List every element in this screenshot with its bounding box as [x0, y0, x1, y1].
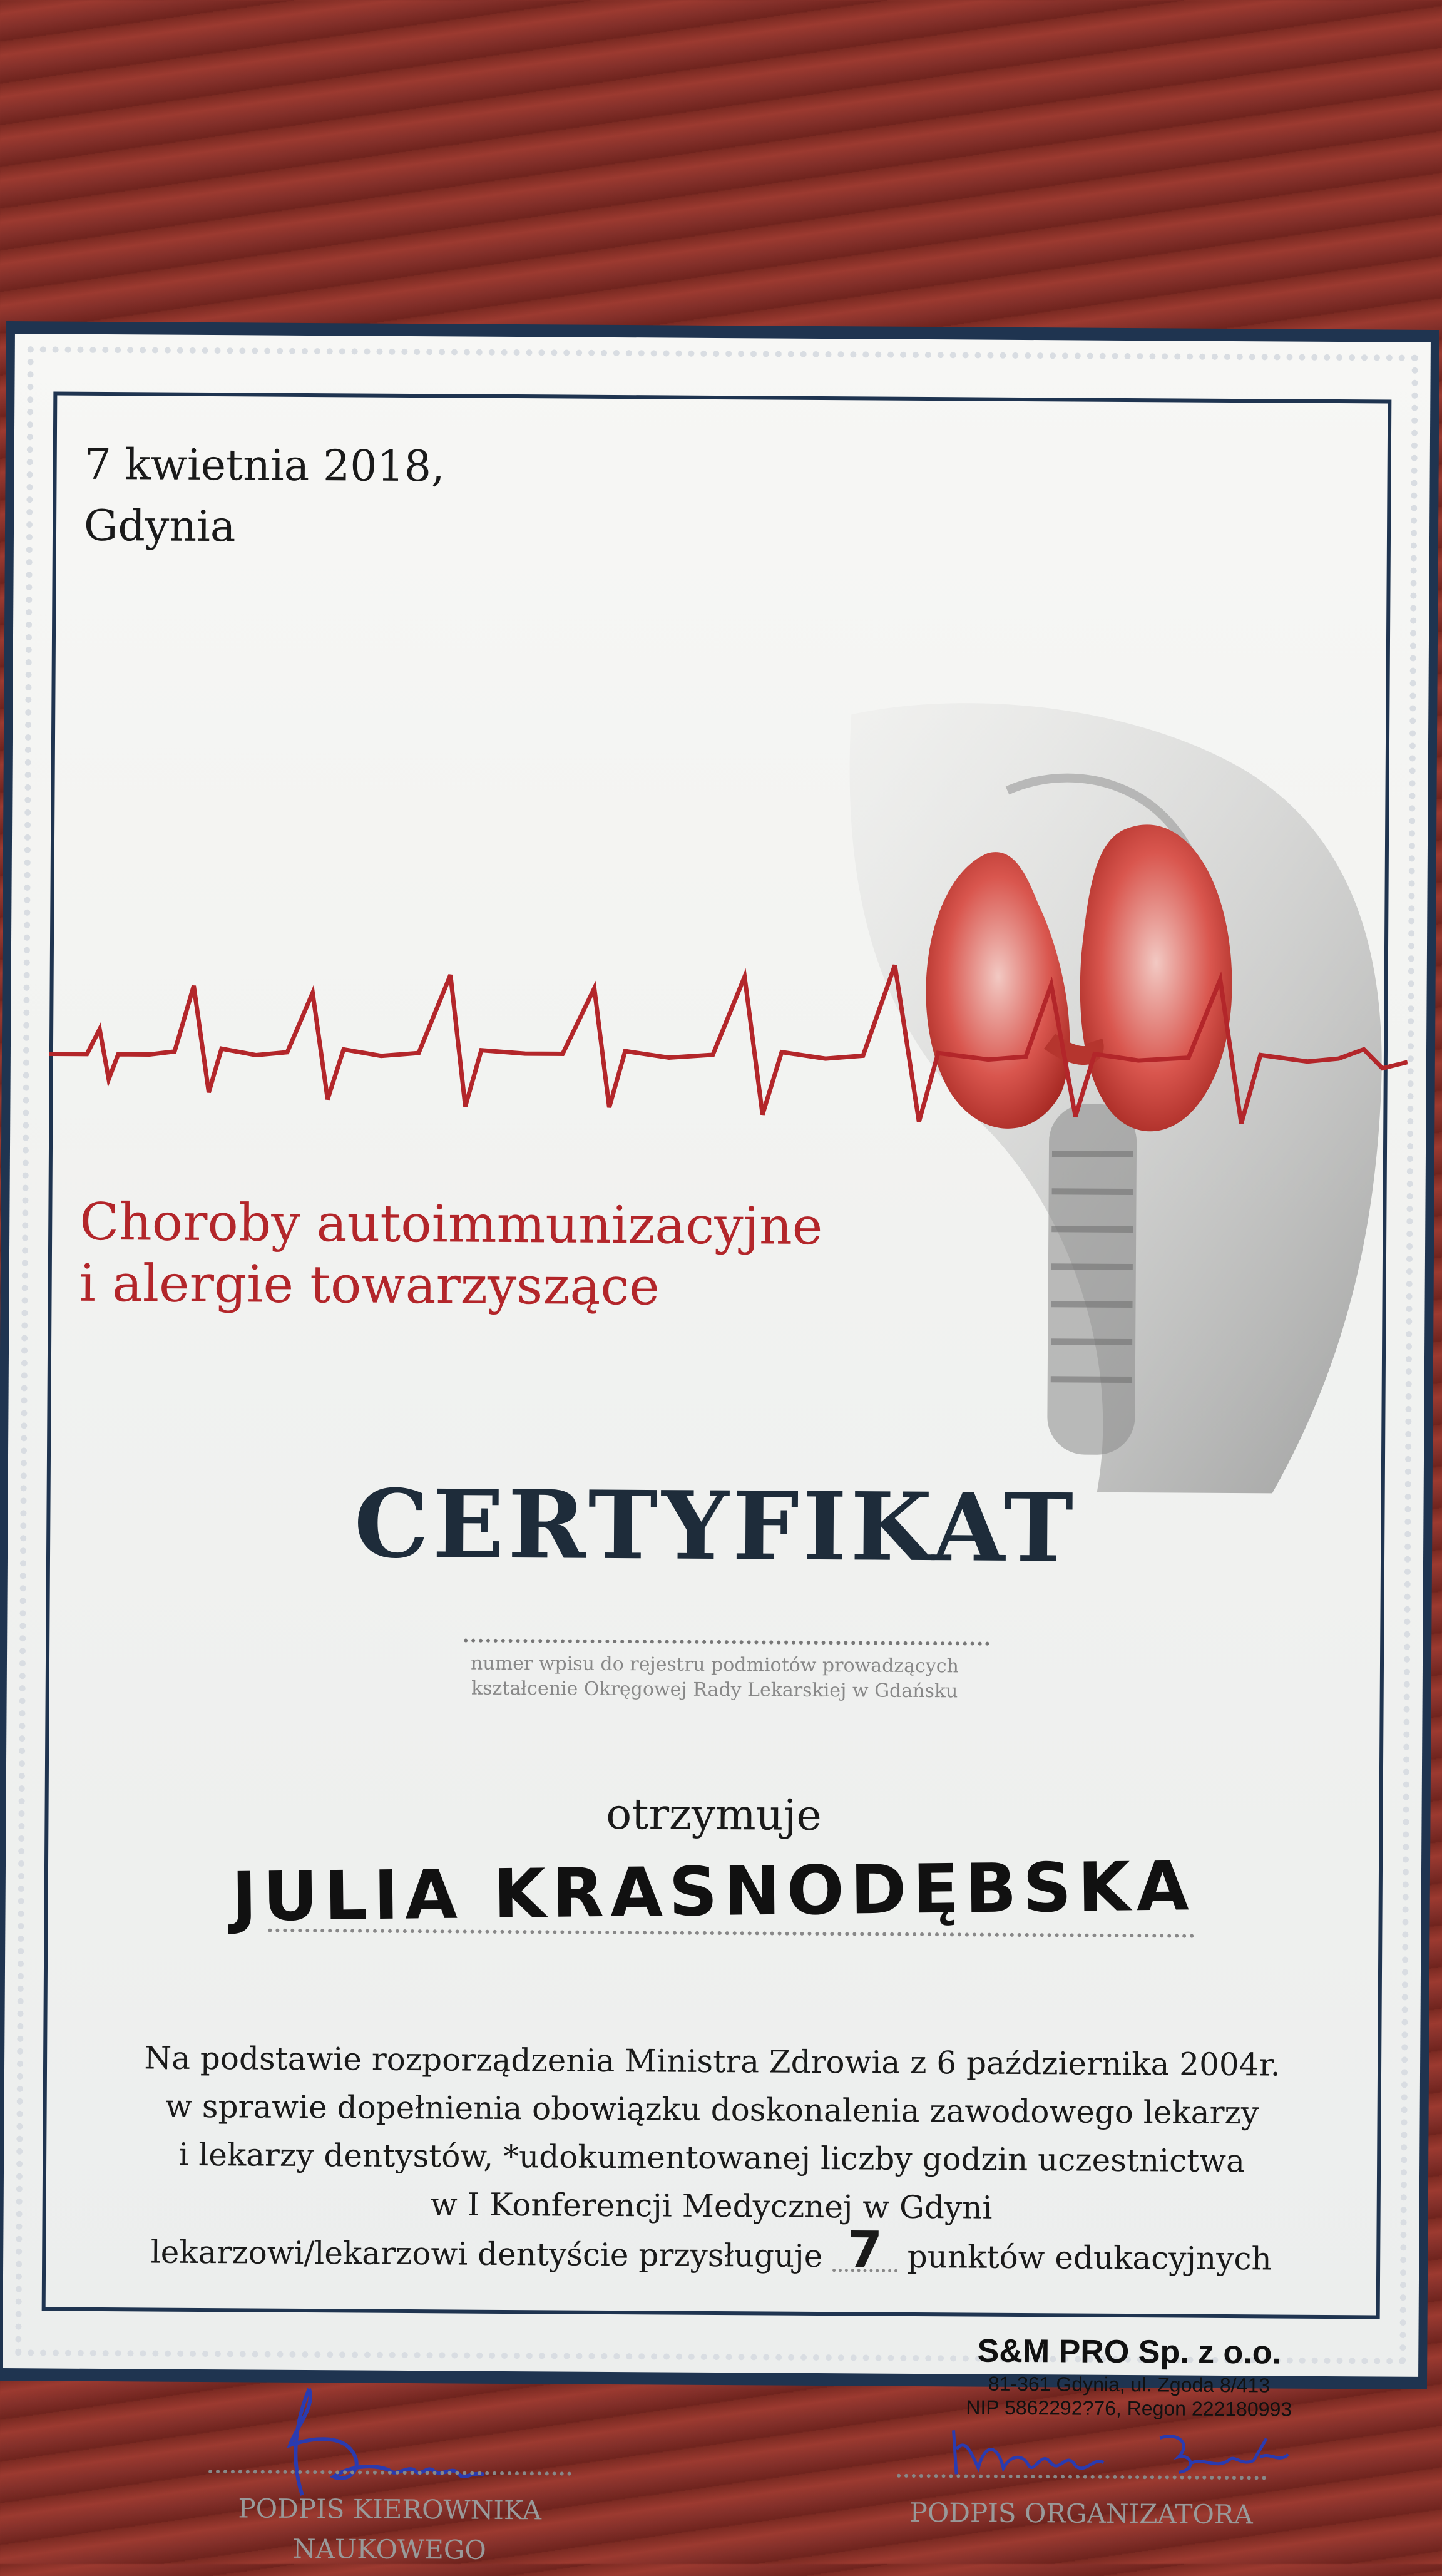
points-prefix: lekarzowi/lekarzowi dentyście przysługuje — [150, 2234, 823, 2275]
certificate-title: CERTYFIKAT — [354, 1469, 1078, 1584]
stamp-address: 81-361 Gdynia, ul. Zgoda 8/413 — [988, 2372, 1271, 2397]
body-line1: Na podstawie rozporządzenia Ministra Zdrowia z 6 października 2004r. — [144, 2040, 1281, 2083]
body-line2: w sprawie dopełnienia obowiązku doskonalenia zawodowego lekarzy — [165, 2088, 1259, 2132]
body-line3: i lekarzy dentystów, *udokumentowanej liczby godzin uczestnictwa — [178, 2136, 1245, 2180]
signature-label-left-line2: NAUKOWEGO — [292, 2533, 486, 2565]
signature-label-right: PODPIS ORGANIZATORA — [909, 2496, 1253, 2530]
course-title — [79, 1192, 822, 1319]
points-suffix: punktów edukacyjnych — [907, 2238, 1272, 2277]
recipient-name: JULIA KRASNODĘBSKA — [231, 1847, 1196, 1937]
registry-note-line1: numer wpisu do rejestru podmiotów prowadzących — [470, 1652, 959, 1678]
course-title-line1: Choroby autoimmunizacyjne — [79, 1192, 823, 1257]
scientific-director-signature — [271, 2370, 497, 2503]
registry-note-line2: kształcenie Okręgowej Rady Lekarskiej w Gdańsku — [471, 1677, 958, 1703]
city: Gdynia — [83, 501, 236, 552]
date-location — [84, 434, 445, 560]
registry-note — [7, 1648, 1423, 1707]
receives-label: otrzymuje — [605, 1789, 822, 1841]
signature-label-left-line1: PODPIS KIEROWNIKA — [238, 2493, 542, 2526]
points-line — [66, 2220, 1356, 2284]
body-text — [66, 2034, 1358, 2284]
body-line4: w I Konferencji Medycznej w Gdyni — [430, 2186, 993, 2226]
signature-label-left — [208, 2488, 571, 2571]
certificate-paper — [3, 334, 1431, 2565]
points-value: 7 — [832, 2231, 897, 2272]
organizer-stamp — [941, 2330, 1317, 2421]
ekg-line-graphic — [49, 935, 1408, 1156]
certificate-board — [0, 321, 1439, 2565]
course-title-line2: i alergie towarzyszące — [79, 1253, 660, 1317]
stamp-company: S&M PRO Sp. z o.o. — [977, 2332, 1282, 2371]
date-line: 7 kwietnia 2018, — [84, 439, 445, 492]
stamp-ids: NIP 5862292?76, Regon 222180993 — [966, 2396, 1292, 2421]
